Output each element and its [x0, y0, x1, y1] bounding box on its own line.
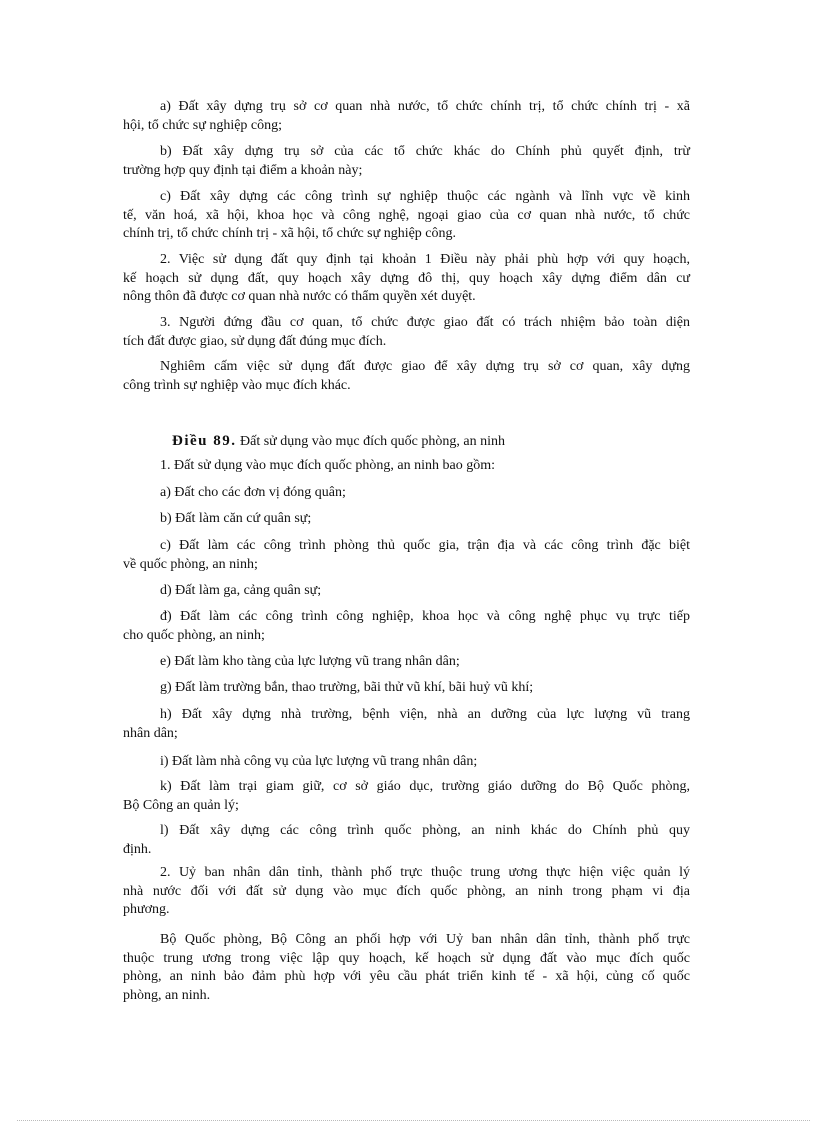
paragraph — [123, 314, 690, 351]
text-line: g) Đất làm trường bắn, thao trường, bãi thử vũ khí, bãi huỷ vũ khí; — [160, 680, 534, 695]
text-line: kế hoạch sử dụng đất, quy hoạch xây dựng đô thị, quy hoạch xây dựng điểm dân cư — [123, 270, 690, 286]
text-line: d) Đất làm ga, cảng quân sự; — [160, 583, 322, 598]
paragraph — [123, 251, 690, 307]
paragraph — [123, 753, 690, 772]
text-line: hội, tổ chức sự nghiệp công; — [123, 117, 283, 133]
text-line: phòng, an ninh. — [123, 988, 211, 1004]
text-line: 1. Đất sử dụng vào mục đích quốc phòng, an ninh bao gồm: — [160, 458, 495, 473]
text-line: chính trị, tổ chức chính trị - xã hội, tổ chức sự nghiệp công. — [123, 226, 457, 242]
text-line: Bộ Công an quản lý; — [123, 797, 239, 813]
text-line: h) Đất xây dựng nhà trường, bệnh viện, nhà an dưỡng của lực lượng vũ trang — [160, 707, 690, 722]
text-line: i) Đất làm nhà công vụ của lực lượng vũ trang nhân dân; — [160, 754, 478, 769]
text-line: k) Đất làm trại giam giữ, cơ sở giáo dục, trường giáo dưỡng do Bộ Quốc phòng, — [160, 779, 690, 794]
article-heading — [172, 432, 505, 452]
text-line: 3. Người đứng đầu cơ quan, tổ chức được giao đất có trách nhiệm bảo toàn diện — [160, 315, 690, 330]
text-line: phòng, an ninh bảo đảm phù hợp với yêu cầu phát triển kinh tế - xã hội, củng cố quốc — [123, 969, 690, 985]
text-line: trường hợp quy định tại điểm a khoản này; — [123, 162, 363, 178]
text-line: đ) Đất làm các công trình công nghiệp, khoa học và công nghệ phục vụ trực tiếp — [160, 609, 690, 624]
paragraph — [123, 706, 690, 743]
text-line: c) Đất xây dựng các công trình sự nghiệp thuộc các ngành và lĩnh vực về kinh — [160, 189, 690, 204]
page-bottom-rule — [17, 1120, 810, 1121]
text-line: a) Đất cho các đơn vị đóng quân; — [160, 485, 346, 500]
text-line: nhân dân; — [123, 725, 178, 741]
paragraph — [123, 510, 690, 529]
text-line: e) Đất làm kho tàng của lực lượng vũ trang nhân dân; — [160, 654, 460, 669]
text-line: 2. Việc sử dụng đất quy định tại khoản 1 Điều này phải phù hợp với quy hoạch, — [160, 252, 690, 267]
paragraph — [123, 188, 690, 244]
text-line: cho quốc phòng, an ninh; — [123, 627, 265, 643]
text-line: về quốc phòng, an ninh; — [123, 556, 258, 572]
paragraph — [123, 457, 690, 476]
text-line: định. — [123, 841, 152, 857]
text-line: 2. Uỷ ban nhân dân tỉnh, thành phố trực thuộc trung ương thực hiện việc quản lý — [160, 865, 690, 880]
paragraph — [123, 537, 690, 574]
text-line: c) Đất làm các công trình phòng thủ quốc gia, trận địa và các công trình đặc biệt — [160, 538, 690, 553]
text-line: thuộc trung ương trong việc lập quy hoạch, kế hoạch sử dụng đất vào mục đích quốc — [123, 950, 690, 966]
paragraph — [123, 582, 690, 601]
text-line: l) Đất xây dựng các công trình quốc phòng, an ninh khác do Chính phủ quy — [160, 823, 690, 838]
text-line: b) Đất làm căn cứ quân sự; — [160, 511, 312, 526]
text-line: Nghiêm cấm việc sử dụng đất được giao để xây dựng trụ sở cơ quan, xây dựng — [160, 359, 690, 374]
text-line: công trình sự nghiệp vào mục đích khác. — [123, 377, 351, 393]
paragraph — [123, 653, 690, 672]
text-line: nông thôn đã được cơ quan nhà nước có thẩm quyền xét duyệt. — [123, 289, 476, 305]
paragraph — [123, 484, 690, 503]
text-line: tế, văn hoá, xã hội, khoa học và công nghệ, ngoại giao của cơ quan nhà nước, tổ chức — [123, 207, 690, 223]
paragraph — [123, 679, 690, 698]
text-line: phương. — [123, 902, 170, 918]
paragraph — [123, 358, 690, 395]
paragraph — [123, 931, 690, 1006]
paragraph — [123, 778, 690, 815]
text-line: a) Đất xây dựng trụ sở cơ quan nhà nước, tổ chức chính trị, tổ chức chính trị - xã — [160, 99, 690, 114]
text-line: nhà nước đối với đất sử dụng vào mục đích quốc phòng, an ninh trong phạm vi địa — [123, 883, 690, 899]
paragraph — [123, 822, 690, 859]
paragraph — [123, 608, 690, 645]
article-number: Điều 89. — [172, 433, 237, 449]
text-line: Bộ Quốc phòng, Bộ Công an phối hợp với Uỷ ban nhân dân tỉnh, thành phố trực — [160, 932, 690, 947]
paragraph — [123, 98, 690, 135]
text-line: tích đất được giao, sử dụng đất đúng mục đích. — [123, 333, 387, 349]
text-line: b) Đất xây dựng trụ sở của các tổ chức khác do Chính phủ quyết định, trừ — [160, 144, 690, 159]
article-title: Đất sử dụng vào mục đích quốc phòng, an ninh — [240, 434, 505, 449]
paragraph — [123, 864, 690, 920]
paragraph — [123, 143, 690, 180]
